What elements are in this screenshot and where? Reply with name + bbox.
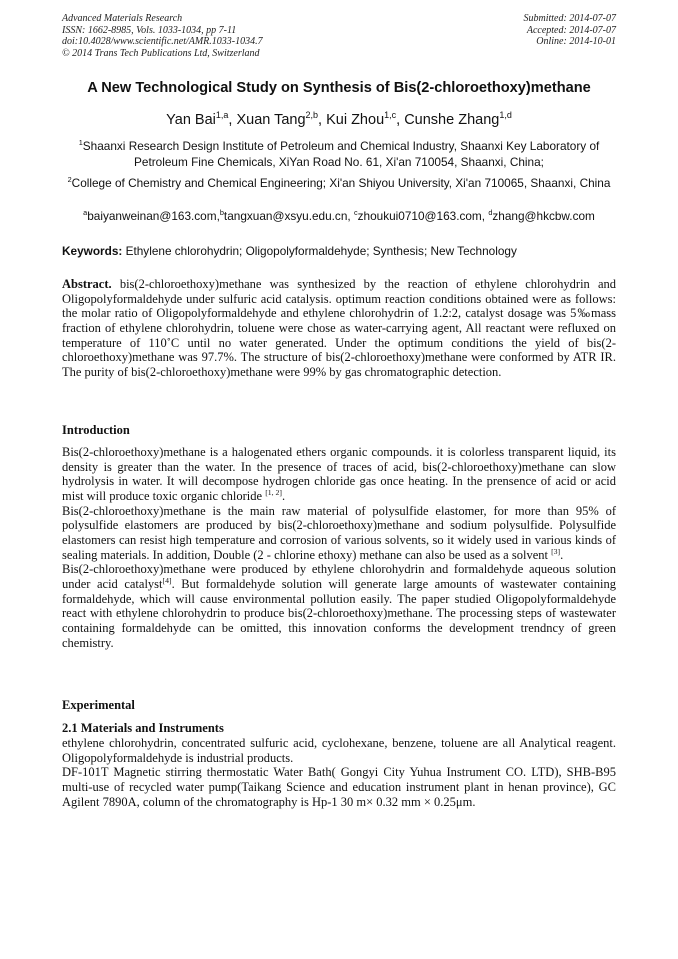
- email-link[interactable]: zhang@hkcbw.com: [492, 209, 595, 223]
- affiliation-2: $^2$College of Chemistry and Chemical Engineering; Xi'an Shiyou University, Xi'an 710065, Shaanxi, China: [67, 175, 611, 190]
- email-link[interactable]: baiyanweinan@163.com: [87, 209, 217, 223]
- journal-name: Advanced Materials Research: [62, 13, 183, 24]
- citation: [4]: [162, 575, 172, 585]
- materials-section: [62, 736, 616, 809]
- author-name: Kui Zhou: [326, 112, 385, 128]
- author-affil-mark: 1,c: [384, 110, 397, 121]
- author-list: Yan Bai$^{1,a}$, Xuan Tang$^{2,b}$, Kui Zhou$^{1,c}$, Cunshe Zhang$^{1,d}$: [166, 110, 512, 128]
- journal-header: [62, 13, 263, 59]
- paragraph: Bis(2-chloroethoxy)methane is a halogenated ethers organic compounds. it is colorless transparent liquid, its density is greater than the water. In the presence of traces of acid, bis(2-chloroethoxy)methane can slow hydrolysis in water. It will decompose hydrogen chloride gas once heating. In the prensence of acid or acid mist will produce toxic organic chloride [1, 2].: [62, 445, 616, 503]
- author-name: Yan Bai: [166, 112, 216, 128]
- journal-issn: ISSN: 1662-8985, Vols. 1033-1034, pp 7-11: [62, 24, 237, 36]
- journal-doi: doi:10.4028/www.scientific.net/AMR.1033-1034.7: [62, 36, 263, 47]
- affiliation-1: $^1$Shaanxi Research Design Institute of Petroleum and Chemical Industry, Shaanxi Key Laboratory of Petroleum Fine Chemicals, XiYan Road No. 61, Xi'an 710054, Shaanxi, China;: [78, 138, 600, 169]
- experimental-heading: Experimental: [62, 698, 135, 712]
- submitted-date: Submitted: 2014-07-07: [523, 13, 616, 24]
- keywords-line: [62, 244, 618, 258]
- journal-copyright: © 2014 Trans Tech Publications Ltd, Switzerland: [62, 47, 260, 59]
- keywords-text: Ethylene chlorohydrin; Oligopolyformaldehyde; Synthesis; New Technology: [125, 244, 517, 258]
- abstract-section: [62, 277, 616, 380]
- author-emails: $^a$baiyanweinan@163.com,$^b$tangxuan@xsyu.edu.cn, $^c$zhoukui0710@163.com, $^d$zhang@hkcbw.com: [83, 208, 595, 223]
- introduction-section: [62, 445, 616, 650]
- paper-title: A New Technological Study on Synthesis of Bis(2-chloroethoxy)methane: [87, 80, 591, 96]
- citation: [1, 2]: [265, 487, 282, 497]
- paragraph: Bis(2-chloroethoxy)methane is the main raw material of polysulfide elastomer, for more than 95% of polysulfide elastomers are produced by bis(2-chloroethoxy)methane and sodium polysulfide. Polysulfide elastomers can resist high temperature and corrosion of various solvents, so it widely used in various kinds of sealing materials. In addition, Double (2 - chlorine ethoxy) methane can also be used as a solvent [3].: [62, 503, 616, 562]
- abstract-text: bis(2-chloroethoxy)methane was synthesized by the reaction of ethylene chlorohydrin and Oligopolyformaldehyde under sulfuric acid catalysis. optimum reaction conditions obtained were as follows: the molar ratio of Oligopolyformaldehyde and ethylene chlorohydrin of 1.2:2, catalyst dosage was 5‰mass fraction of ethylene chlorohydrin, toluene were chose as water-carrying agent, All reactant were refluxed on temperature of 110˚C until no water generated. Under the optimum conditions the yield of bis(2-chloroethoxy)methane was 97.7%. The structure of bis(2-chloroethoxy)methane were conformed by ATR IR. The purity of bis(2-chloroethoxy)methane were 99% by gas chromatographic detection.: [62, 277, 617, 379]
- email-link[interactable]: zhoukui0710@163.com: [357, 209, 482, 223]
- email-link[interactable]: tangxuan@xsyu.edu.cn: [223, 209, 348, 223]
- paragraph: Bis(2-chloroethoxy)methane were produced by ethylene chlorohydrin and formaldehyde aqueous solution under acid catalyst[4]. But formaldehyde solution will generate large amounts of wastewater containing formaldehyde, which will cause environmental pollution easily. The paper studied Oligopolyformaldehyde react with ethylene chlorohydrin to produce bis(2-chloroethoxy)methane. The processing steps of wastewater containing formaldehyde can be omitted, this innovation conforms the development trendncy of green chemistry.: [62, 562, 616, 650]
- author-name: Cunshe Zhang: [404, 112, 500, 128]
- citation: [3]: [551, 546, 561, 556]
- keywords-label: Keywords:: [62, 244, 123, 258]
- paragraph: ethylene chlorohydrin, concentrated sulfuric acid, cyclohexane, benzene, toluene are all Analytical reagent. Oligopolyformaldehyde is industrial products.: [62, 736, 616, 765]
- publication-dates: [524, 13, 617, 48]
- author-affil-mark: 2,b: [305, 110, 319, 121]
- online-date: Online: 2014-10-01: [536, 36, 616, 47]
- accepted-date: Accepted: 2014-07-07: [526, 24, 616, 36]
- materials-subheading: 2.1 Materials and Instruments: [62, 721, 224, 735]
- abstract-label: Abstract.: [62, 277, 112, 291]
- author-name: Xuan Tang: [236, 112, 306, 128]
- author-affil-mark: 1,a: [215, 110, 229, 121]
- author-affil-mark: 1,d: [499, 110, 512, 121]
- paragraph: DF-101T Magnetic stirring thermostatic Water Bath( Gongyi City Yuhua Instrument CO. LTD), SHB-B95 multi-use of recycled water pump(Taikang Science and education instrument plant in henan province), GC Agilent 7890A, column of the chromatography is Hp-1 30 m× 0.32 mm × 0.25μm.: [62, 765, 616, 809]
- introduction-heading: Introduction: [62, 423, 130, 437]
